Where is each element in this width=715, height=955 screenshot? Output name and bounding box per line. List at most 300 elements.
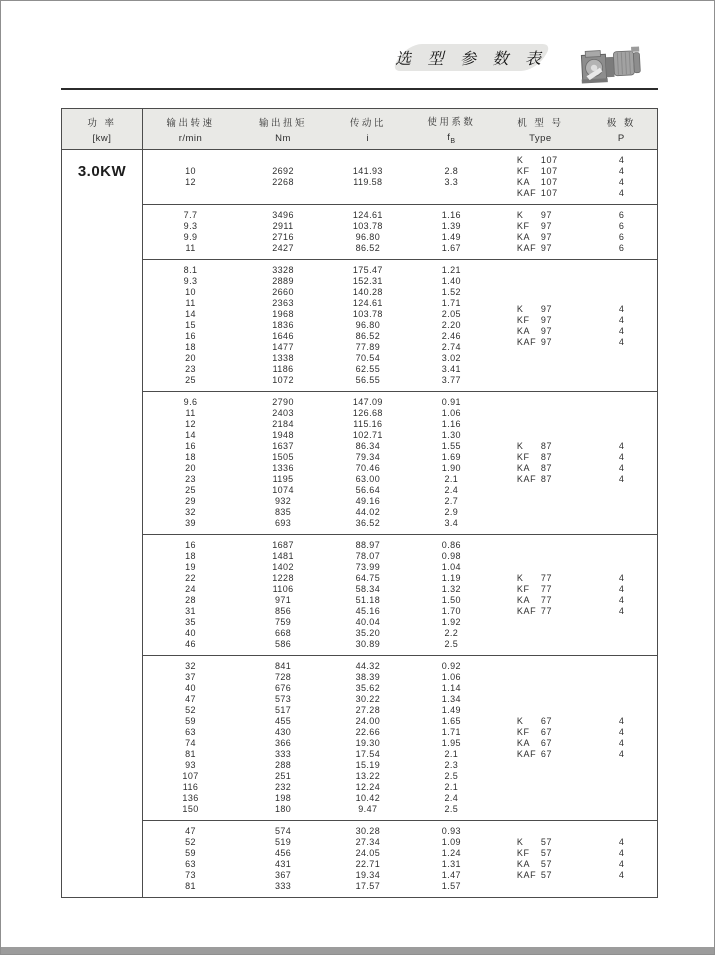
model-size: 67 — [540, 727, 553, 737]
service-factor-value: 1.71 — [441, 727, 461, 737]
ratio-value: 96.80 — [355, 320, 381, 330]
service-factor-value: 2.74 — [441, 342, 461, 352]
model-type-value — [517, 243, 564, 254]
poles-value: 4 — [618, 606, 624, 616]
service-factor-value: 1.06 — [441, 672, 461, 682]
type-poles-column — [495, 210, 657, 254]
torque-value: 2268 — [272, 177, 294, 187]
torque-value: 333 — [274, 749, 292, 759]
model-size: 57 — [540, 870, 553, 880]
service-factor-value: 1.92 — [441, 617, 461, 627]
ratio-value: 152.31 — [352, 276, 383, 286]
speed-value: 59 — [185, 716, 196, 726]
speed-column — [143, 397, 238, 529]
torque-value: 2184 — [272, 419, 294, 429]
torque-value: 517 — [274, 705, 292, 715]
torque-value: 728 — [274, 672, 292, 682]
model-prefix: KF — [516, 727, 530, 737]
ratio-value: 78.07 — [355, 551, 381, 561]
torque-value: 1186 — [272, 364, 294, 374]
type-row — [495, 315, 657, 326]
ratio-value: 49.16 — [355, 496, 381, 506]
torque-value: 2716 — [272, 232, 294, 242]
model-type-value — [517, 870, 564, 881]
model-type-value — [517, 606, 564, 617]
service-factor-column — [408, 661, 495, 815]
type-row — [495, 210, 657, 221]
speed-value: 81 — [185, 881, 196, 891]
ratio-value: 19.30 — [355, 738, 381, 748]
model-prefix: KAF — [516, 474, 537, 484]
speed-value: 16 — [185, 441, 196, 451]
ratio-value: 24.00 — [355, 716, 381, 726]
model-type-value — [517, 573, 564, 584]
ratio-column — [328, 826, 408, 892]
torque-value: 1195 — [272, 474, 294, 484]
speed-value: 10 — [185, 166, 196, 176]
service-factor-value: 1.71 — [441, 298, 461, 308]
ratio-value: 9.47 — [358, 804, 378, 814]
ratio-value: 126.68 — [352, 408, 383, 418]
speed-value: 81 — [185, 749, 196, 759]
service-factor-value: 2.1 — [444, 782, 459, 792]
speed-value: 37 — [185, 672, 196, 682]
speed-value: 25 — [185, 485, 196, 495]
model-type-value — [517, 463, 564, 474]
service-factor-value: 3.77 — [441, 375, 461, 385]
ratio-value: 27.34 — [355, 837, 381, 847]
poles-value: 4 — [618, 716, 624, 726]
ratio-value: 147.09 — [352, 397, 383, 407]
torque-value: 1074 — [272, 485, 294, 495]
service-factor-value: 1.24 — [441, 848, 461, 858]
speed-value: 24 — [185, 584, 196, 594]
torque-value: 1505 — [272, 452, 294, 462]
torque-value: 430 — [274, 727, 292, 737]
ratio-value: 36.52 — [355, 518, 381, 528]
type-poles-column — [495, 661, 657, 815]
poles-value: 4 — [618, 441, 624, 451]
speed-value: 63 — [185, 859, 196, 869]
type-row — [495, 573, 657, 584]
model-type-value — [517, 584, 564, 595]
speed-value: 8.1 — [183, 265, 198, 275]
speed-column — [143, 826, 238, 892]
model-prefix: KA — [516, 595, 531, 605]
model-size: 67 — [540, 716, 553, 726]
ratio-value: 35.62 — [355, 683, 381, 693]
speed-value: 136 — [182, 793, 199, 803]
parameter-block — [143, 656, 657, 821]
ratio-value: 70.54 — [355, 353, 381, 363]
torque-value: 198 — [274, 793, 292, 803]
model-prefix: KAF — [516, 336, 537, 347]
ratio-value: 103.78 — [352, 221, 383, 231]
poles-value: 4 — [618, 727, 624, 737]
model-size: 87 — [540, 452, 553, 462]
poles-value: 6 — [618, 232, 624, 242]
header-poles: 极 数 P — [606, 117, 636, 144]
service-factor-column — [408, 155, 495, 199]
service-factor-value: 1.16 — [441, 419, 461, 429]
poles-value: 4 — [618, 452, 624, 462]
ratio-column — [328, 265, 408, 386]
service-factor-value: 3.41 — [441, 364, 461, 374]
model-prefix: KAF — [516, 749, 537, 759]
service-factor-value: 1.31 — [441, 859, 461, 869]
service-factor-value: 1.57 — [441, 881, 461, 891]
torque-value: 1336 — [272, 463, 294, 473]
torque-value: 3328 — [272, 265, 294, 275]
speed-value: 12 — [185, 419, 196, 429]
type-row — [495, 738, 657, 749]
speed-value: 107 — [182, 771, 199, 781]
speed-value: 47 — [185, 694, 196, 704]
ratio-value: 30.28 — [355, 826, 381, 836]
power-value: 3.0KW — [62, 150, 143, 897]
speed-value: 9.3 — [183, 276, 198, 286]
ratio-value: 77.89 — [355, 342, 381, 352]
torque-value: 2790 — [272, 397, 294, 407]
torque-value: 2692 — [272, 166, 294, 176]
service-factor-column — [408, 265, 495, 386]
service-factor-value: 3.3 — [444, 177, 459, 187]
model-prefix: K — [516, 716, 524, 726]
type-row — [495, 441, 657, 452]
speed-value: 93 — [185, 760, 196, 770]
torque-value: 251 — [274, 771, 292, 781]
service-factor-value: 0.98 — [441, 551, 461, 561]
header-power-unit: [kw] — [92, 132, 112, 144]
torque-value: 2363 — [272, 298, 294, 308]
header-service-factor: 使用系数 $f_B$ — [427, 116, 476, 145]
speed-value: 11 — [185, 298, 196, 308]
ratio-value: 35.20 — [355, 628, 381, 638]
type-row — [495, 177, 657, 188]
service-factor-value: 2.5 — [444, 771, 459, 781]
poles-value: 4 — [618, 837, 624, 847]
ratio-value: 22.66 — [355, 727, 381, 737]
model-size: 67 — [540, 738, 553, 748]
service-factor-value: 1.67 — [441, 243, 461, 253]
header-data-columns — [143, 109, 657, 149]
service-factor-value: 2.1 — [444, 749, 459, 759]
torque-value: 288 — [274, 760, 292, 770]
parameter-blocks — [143, 150, 657, 897]
speed-value: 7.7 — [183, 210, 198, 220]
selection-parameter-table — [61, 108, 658, 898]
torque-value: 2403 — [272, 408, 294, 418]
model-prefix: KF — [516, 848, 530, 858]
header-type-poles — [495, 109, 657, 149]
speed-value: 20 — [185, 463, 196, 473]
poles-value: 4 — [618, 474, 624, 484]
model-size: 57 — [540, 848, 553, 858]
torque-column — [238, 661, 328, 815]
type-poles-column — [495, 540, 657, 650]
type-row — [495, 837, 657, 848]
service-factor-column — [408, 826, 495, 892]
ratio-value: 115.16 — [353, 419, 383, 429]
ratio-column — [328, 210, 408, 254]
model-type-value — [517, 727, 564, 738]
torque-value: 1646 — [272, 331, 294, 341]
model-type-value — [517, 441, 564, 452]
model-prefix: KA — [516, 859, 531, 869]
model-type-value — [517, 188, 564, 199]
torque-value: 856 — [274, 606, 292, 616]
type-row — [495, 326, 657, 337]
service-factor-value: 1.49 — [441, 705, 461, 715]
model-type-value — [517, 595, 564, 606]
torque-value: 431 — [274, 859, 292, 869]
speed-value: 14 — [185, 309, 196, 319]
torque-value: 1228 — [272, 573, 294, 583]
ratio-value: 102.71 — [352, 430, 383, 440]
model-prefix: KAF — [516, 188, 537, 198]
poles-value: 4 — [618, 155, 624, 165]
speed-value: 20 — [185, 353, 196, 363]
ratio-value: 15.19 — [355, 760, 381, 770]
ratio-value: 51.18 — [355, 595, 381, 605]
service-factor-value: 1.90 — [441, 463, 461, 473]
service-factor-value: 2.46 — [441, 331, 461, 341]
speed-value: 9.3 — [183, 221, 198, 231]
torque-value: 676 — [274, 683, 292, 693]
poles-value: 4 — [618, 749, 624, 759]
poles-value: 4 — [618, 303, 624, 314]
ratio-value: 13.22 — [355, 771, 381, 781]
service-factor-value: 3.4 — [444, 518, 459, 528]
header-power — [62, 109, 143, 149]
speed-value: 63 — [185, 727, 196, 737]
type-row — [495, 727, 657, 738]
ratio-value: 24.05 — [355, 848, 381, 858]
type-row — [495, 595, 657, 606]
service-factor-value: 2.4 — [444, 793, 459, 803]
service-factor-value: 1.14 — [441, 683, 461, 693]
speed-value: 116 — [182, 782, 199, 792]
service-factor-value: 1.09 — [441, 837, 461, 847]
torque-column — [238, 210, 328, 254]
model-type-value — [517, 155, 564, 166]
speed-column — [143, 661, 238, 815]
ratio-column — [328, 155, 408, 199]
model-size: 77 — [540, 573, 553, 583]
poles-value: 6 — [618, 221, 624, 231]
torque-value: 586 — [274, 639, 292, 649]
model-prefix: K — [516, 155, 524, 165]
service-factor-value: 1.40 — [441, 276, 461, 286]
parameter-block — [143, 821, 657, 897]
model-size: 87 — [540, 463, 553, 473]
service-factor-value: 1.19 — [441, 573, 461, 583]
model-type-value — [517, 452, 564, 463]
model-prefix: KA — [516, 738, 531, 748]
model-type-value — [517, 474, 564, 485]
page-title: 选 型 参 数 表 — [395, 51, 547, 68]
model-size: 97 — [540, 336, 553, 347]
speed-value: 32 — [185, 507, 196, 517]
model-prefix: K — [516, 573, 524, 583]
speed-column — [143, 210, 238, 254]
service-factor-value: 2.5 — [444, 639, 459, 649]
ratio-value: 79.34 — [355, 452, 381, 462]
speed-value: 35 — [185, 617, 196, 627]
ratio-value: 40.04 — [355, 617, 381, 627]
model-size: 87 — [540, 474, 553, 484]
ratio-value: 86.34 — [355, 441, 381, 451]
speed-value: 16 — [185, 540, 196, 550]
torque-value: 1106 — [272, 584, 294, 594]
ratio-column — [328, 540, 408, 650]
footer-bar — [1, 947, 714, 954]
model-size: 77 — [540, 606, 553, 616]
ratio-value: 30.22 — [355, 694, 381, 704]
model-size: 57 — [540, 859, 553, 869]
ratio-value: 27.28 — [355, 705, 381, 715]
ratio-value: 88.97 — [355, 540, 381, 550]
service-factor-value: 1.16 — [441, 210, 461, 220]
ratio-value: 19.34 — [355, 870, 381, 880]
table-body — [62, 150, 657, 897]
ratio-value: 17.54 — [355, 749, 381, 759]
poles-value: 4 — [618, 870, 624, 880]
type-row — [495, 749, 657, 760]
ratio-value: 12.24 — [355, 782, 381, 792]
type-poles-column — [495, 265, 657, 386]
header-speed: 输出转速 r/min — [166, 117, 215, 144]
ratio-value: 119.58 — [353, 177, 383, 187]
speed-value: 12 — [185, 177, 196, 187]
speed-column — [143, 155, 238, 199]
model-size: 107 — [540, 188, 558, 198]
model-prefix: KA — [516, 325, 531, 336]
service-factor-value: 2.3 — [444, 760, 459, 770]
service-factor-value: 1.49 — [441, 232, 461, 242]
torque-value: 2660 — [272, 287, 294, 297]
service-factor-value: 1.65 — [441, 716, 461, 726]
service-factor-column — [408, 540, 495, 650]
torque-value: 668 — [274, 628, 292, 638]
gearmotor-photo-icon — [580, 45, 642, 87]
service-factor-value: 1.21 — [441, 265, 461, 275]
ratio-value: 103.78 — [352, 309, 383, 319]
torque-value: 455 — [274, 716, 292, 726]
header-ratio: 传动比 i — [349, 117, 386, 144]
speed-value: 9.6 — [183, 397, 198, 407]
poles-value: 4 — [618, 166, 624, 176]
torque-value: 3496 — [272, 210, 294, 220]
model-type-value — [517, 859, 564, 870]
model-size: 67 — [540, 749, 553, 759]
service-factor-value: 2.9 — [444, 507, 459, 517]
poles-value: 4 — [618, 859, 624, 869]
ratio-value: 86.52 — [355, 243, 381, 253]
service-factor-value: 2.2 — [444, 628, 459, 638]
model-prefix: KA — [516, 463, 531, 473]
type-row — [495, 155, 657, 166]
model-type-value — [517, 315, 564, 326]
model-size: 97 — [540, 243, 553, 253]
model-size: 107 — [540, 166, 558, 176]
torque-value: 574 — [274, 826, 292, 836]
torque-value: 1637 — [272, 441, 294, 451]
poles-value: 4 — [618, 848, 624, 858]
poles-value: 4 — [618, 336, 624, 347]
torque-value: 2427 — [272, 243, 294, 253]
speed-value: 59 — [185, 848, 196, 858]
poles-value: 4 — [618, 738, 624, 748]
model-prefix: KA — [516, 177, 531, 187]
ratio-column — [328, 397, 408, 529]
ratio-value: 124.61 — [352, 210, 383, 220]
torque-value: 366 — [274, 738, 292, 748]
torque-column — [238, 397, 328, 529]
model-size: 77 — [540, 595, 553, 605]
ratio-value: 22.71 — [355, 859, 381, 869]
service-factor-value: 1.52 — [441, 287, 461, 297]
service-factor-value: 3.02 — [441, 353, 461, 363]
type-row — [495, 337, 657, 348]
model-type-value — [517, 221, 564, 232]
service-factor-value: 2.7 — [444, 496, 459, 506]
model-prefix: KA — [516, 232, 531, 242]
ratio-value: 96.80 — [355, 232, 381, 242]
header-type: 机 型 号 Type — [517, 117, 564, 144]
torque-column — [238, 540, 328, 650]
ratio-value: 30.89 — [355, 639, 381, 649]
type-row — [495, 584, 657, 595]
service-factor-value: 1.32 — [441, 584, 461, 594]
speed-value: 16 — [185, 331, 196, 341]
torque-value: 2889 — [272, 276, 294, 286]
type-row — [495, 188, 657, 199]
type-poles-column — [495, 826, 657, 892]
ratio-value: 45.16 — [355, 606, 381, 616]
service-factor-value: 1.34 — [441, 694, 461, 704]
poles-value: 4 — [618, 177, 624, 187]
torque-column — [238, 826, 328, 892]
type-row — [495, 606, 657, 617]
header-power-cn: 功 率 — [87, 117, 117, 129]
speed-value: 74 — [185, 738, 196, 748]
model-size: 97 — [540, 314, 553, 325]
model-size: 97 — [540, 232, 553, 242]
model-prefix: KF — [516, 166, 530, 176]
torque-value: 519 — [274, 837, 292, 847]
type-row — [495, 463, 657, 474]
speed-value: 11 — [185, 408, 196, 418]
model-type-value — [517, 166, 564, 177]
model-type-value — [517, 326, 564, 337]
torque-value: 1477 — [272, 342, 294, 352]
poles-value: 4 — [618, 584, 624, 594]
poles-value: 6 — [618, 243, 624, 253]
service-factor-value: 1.04 — [441, 562, 461, 572]
torque-value: 759 — [274, 617, 292, 627]
torque-column — [238, 265, 328, 386]
speed-value: 9.9 — [183, 232, 198, 242]
torque-value: 232 — [274, 782, 292, 792]
torque-value: 1968 — [272, 309, 294, 319]
ratio-value: 10.42 — [355, 793, 381, 803]
speed-value: 52 — [185, 705, 196, 715]
type-row — [495, 859, 657, 870]
parameter-block — [143, 150, 657, 205]
service-factor-value: 1.30 — [441, 430, 461, 440]
ratio-value: 124.61 — [352, 298, 383, 308]
